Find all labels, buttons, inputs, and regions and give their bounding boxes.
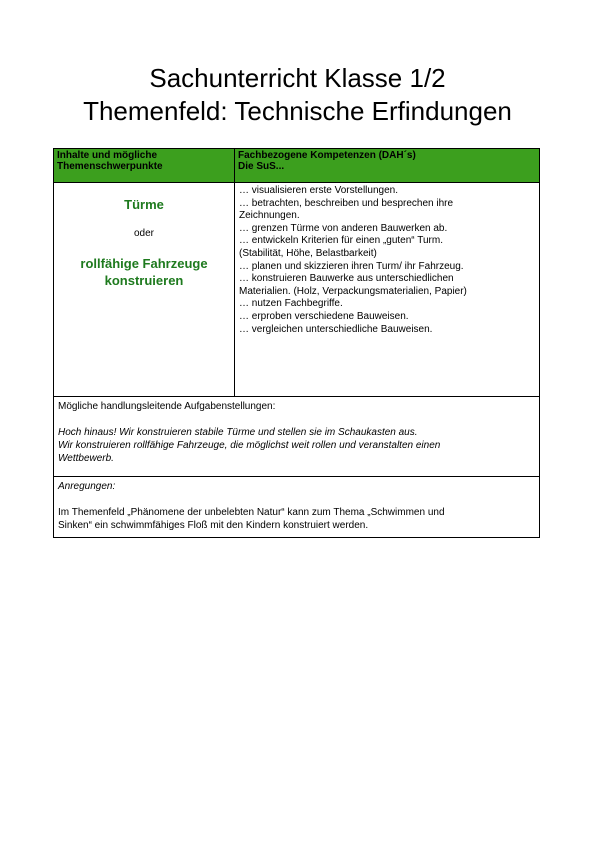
tasks-row xyxy=(54,397,540,477)
header-left-line-2: Themenschwerpunkte xyxy=(57,161,163,172)
competency-line: Materialien. (Holz, Verpackungsmaterialien, Papier) xyxy=(239,285,467,297)
competency-line: … entwickeln Kriterien für einen „guten“ Turm. xyxy=(239,235,443,247)
ideas-cell xyxy=(54,477,540,538)
competency-line: … betrachten, beschreiben und besprechen ihre xyxy=(239,197,454,209)
competency-line: … visualisieren erste Vorstellungen. xyxy=(239,185,398,196)
competency-line: … konstruieren Bauwerke aus unterschiedlichen xyxy=(239,273,454,285)
header-right-line-1: Fachbezogene Kompetenzen (DAH´s) xyxy=(238,150,416,161)
tasks-label: Mögliche handlungsleitende Aufgabenstellungen: xyxy=(58,401,276,412)
topics-cell xyxy=(54,183,235,397)
topic-connector: oder xyxy=(133,228,154,239)
competencies-cell xyxy=(235,183,540,397)
competency-line: … erproben verschiedene Bauweisen. xyxy=(239,310,409,322)
ideas-row xyxy=(54,477,540,538)
title-line-1: Sachunterricht Klasse 1/2 xyxy=(149,63,446,93)
curriculum-table xyxy=(53,148,540,538)
header-cell-competencies xyxy=(235,149,540,183)
idea-line: Sinken“ ein schwimmfähiges Floß mit den Kindern konstruiert werden. xyxy=(58,520,369,531)
competency-line: … nutzen Fachbegriffe. xyxy=(239,298,343,310)
title-line-2: Themenfeld: Technische Erfindungen xyxy=(83,96,512,126)
topic-vehicles-line-1: rollfähige Fahrzeuge xyxy=(80,256,208,271)
competency-line: … planen und skizzieren ihren Turm/ ihr Fahrzeug. xyxy=(239,260,464,272)
task-line: Hoch hinaus! Wir konstruieren stabile Türme und stellen sie im Schaukasten aus. xyxy=(58,427,418,438)
idea-line: Im Themenfeld „Phänomene der unbelebten Natur“ kann zum Thema „Schwimmen und xyxy=(58,507,445,518)
header-left-line-1: Inhalte und mögliche xyxy=(57,150,158,161)
table-header-row xyxy=(54,149,540,183)
content-row xyxy=(54,183,540,397)
competency-line: (Stabilität, Höhe, Belastbarkeit) xyxy=(239,247,377,259)
ideas-label: Anregungen: xyxy=(58,481,116,492)
competency-line: … vergleichen unterschiedliche Bauweisen. xyxy=(239,323,433,335)
document-title xyxy=(0,62,595,128)
competency-line: Zeichnungen. xyxy=(239,210,300,222)
topic-vehicles xyxy=(54,255,234,289)
topic-towers: Türme xyxy=(124,197,164,212)
header-right-line-2: Die SuS... xyxy=(238,161,285,172)
header-cell-content xyxy=(54,149,235,183)
tasks-cell xyxy=(54,397,540,477)
topic-vehicles-line-2: konstruieren xyxy=(104,273,184,288)
task-line: Wir konstruieren rollfähige Fahrzeuge, die möglichst weit rollen und veranstalten einen xyxy=(58,440,441,451)
task-line: Wettbewerb. xyxy=(58,453,114,464)
competency-line: … grenzen Türme von anderen Bauwerken ab. xyxy=(239,222,448,234)
